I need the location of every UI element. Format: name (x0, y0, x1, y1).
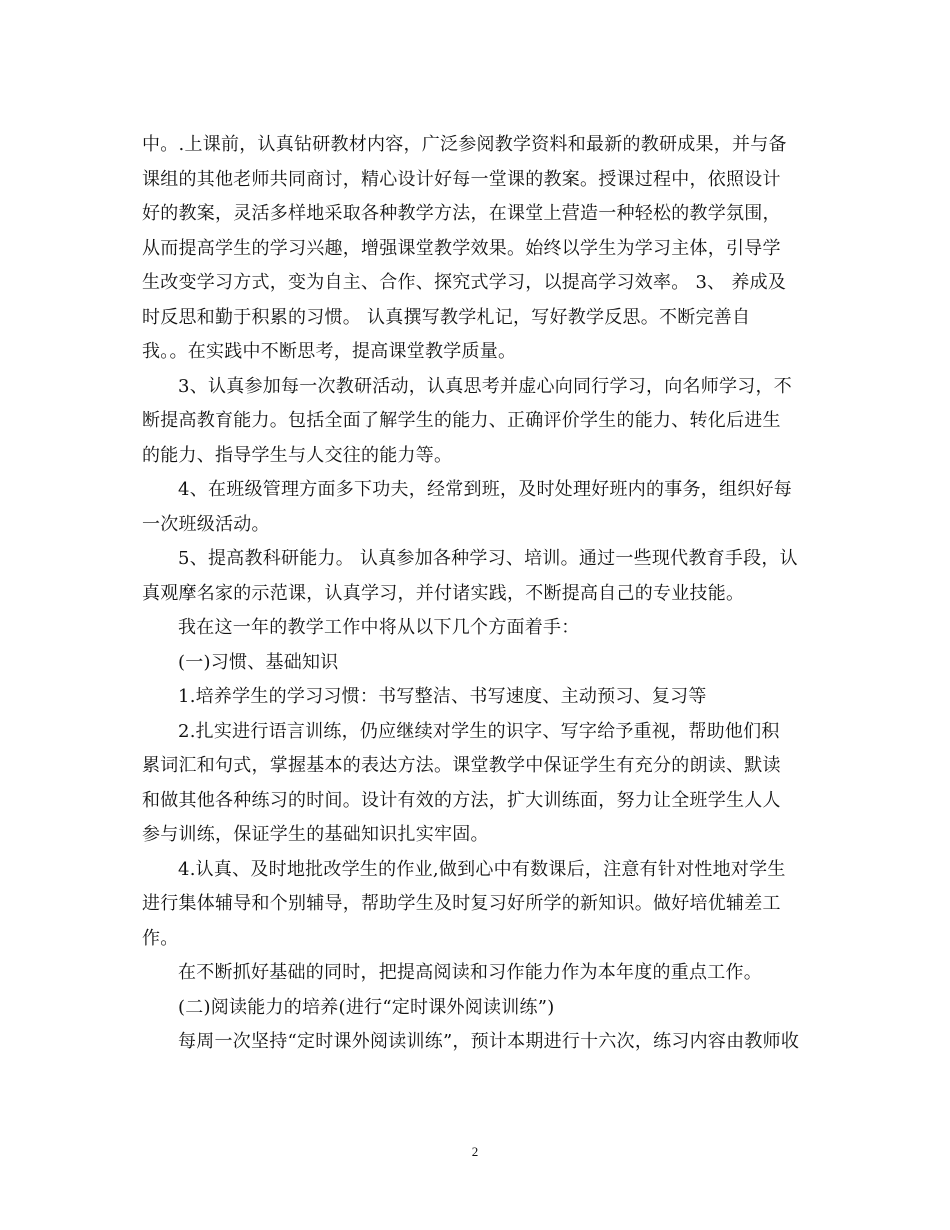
text-line: 4、在班级管理方面多下功夫，经常到班，及时处理好班内的事务，组织好每 (178, 479, 792, 500)
text-line: 中。.上课前，认真钻研教材内容，广泛参阅教学资料和最新的教研成果，并与备 (142, 134, 787, 155)
page-number: 2 (471, 1144, 479, 1159)
text-line: (一)习惯、基础知识 (178, 651, 339, 673)
text-line: 一次班级活动。 (142, 513, 270, 535)
text-line: 3、认真参加每一次教研活动，认真思考并虚心向同行学习，向名师学习，不 (178, 375, 792, 397)
body-text (142, 128, 810, 1060)
text-line: (二)阅读能力的培养(进行“定时课外阅读训练”) (178, 996, 555, 1018)
text-line: 我。。在实践中不断思考，提高课堂教学质量。 (142, 341, 517, 362)
text-line: 好的教案，灵活多样地采取各种教学方法，在课堂上营造一种轻松的教学氛围， (142, 203, 781, 224)
text-line: 断提高教育能力。包括全面了解学生的能力、正确评价学生的能力、转化后进生 (142, 410, 781, 431)
text-line: 参与训练，保证学生的基础知识扎实牢固。 (142, 824, 489, 845)
text-line: 我在这一年的教学工作中将从以下几个方面着手： (178, 617, 580, 638)
text-line: 在不断抓好基础的同时，把提高阅读和习作能力作为本年度的重点工作。 (178, 962, 762, 983)
text-line: 生改变学习方式，变为自主、合作、探究式学习，以提高学习效率。 3、 养成及 (142, 272, 787, 293)
text-line: 进行集体辅导和个别辅导，帮助学生及时复习好所学的新知识。做好培优辅差工 (142, 893, 781, 914)
text-line: 真观摩名家的示范课，认真学习，并付诸实践，不断提高自己的专业技能。 (142, 582, 745, 604)
text-line: 累词汇和句式，掌握基本的表达方法。课堂教学中保证学生有充分的朗读、默读 (142, 755, 781, 776)
text-line: 5、提高教科研能力。 认真参加各种学习、培训。通过一些现代教育手段，认 (178, 548, 798, 569)
text-line: 课组的其他老师共同商讨，精心设计好每一堂课的教案。授课过程中，依照设计 (142, 168, 781, 190)
text-line: 1.培养学生的学习习惯：书写整洁、书写速度、主动预习、复习等 (178, 686, 707, 707)
text-line: 和做其他各种练习的时间。设计有效的方法，扩大训练面，努力让全班学生人人 (142, 789, 781, 811)
text-line: 时反思和勤于积累的习惯。 认真撰写教学札记，写好教学反思。不断完善自 (142, 306, 751, 328)
text-line: 2.扎实进行语言训练，仍应继续对学生的识字、写字给予重视，帮助他们积 (178, 720, 780, 742)
text-line: 4.认真、及时地批改学生的作业,做到心中有数课后，注意有针对性地对学生 (178, 858, 786, 880)
text-line: 从而提高学生的学习兴趣，增强课堂教学效果。始终以学生为学习主体，引导学 (142, 237, 781, 259)
text-line: 每周一次坚持“定时课外阅读训练”，预计本期进行十六次，练习内容由教师收 (178, 1031, 800, 1052)
text-line: 的能力、指导学生与人交往的能力等。 (142, 444, 453, 466)
text-line: 作。 (142, 927, 179, 949)
